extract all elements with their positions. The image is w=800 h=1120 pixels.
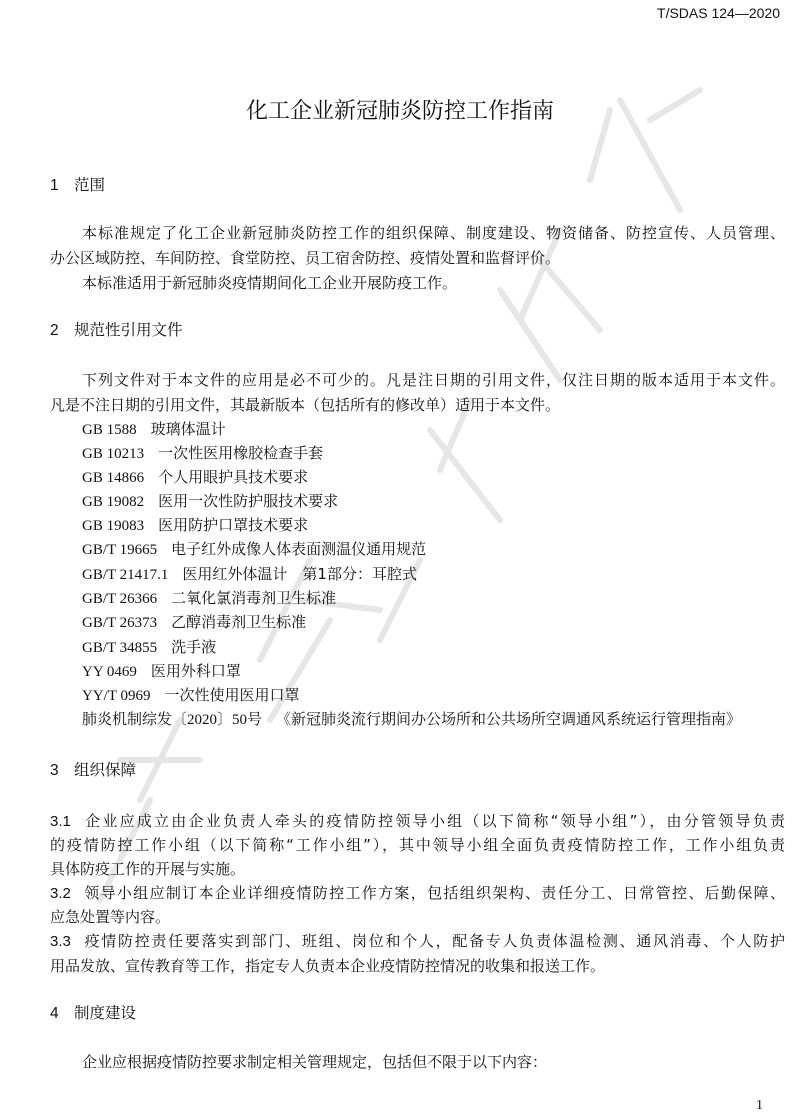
clause-line: 具体防疫工作的开展与实施。 [50, 860, 246, 878]
reference-item [82, 588, 336, 608]
standard-code: T/SDAS 124—2020 [657, 5, 780, 21]
reference-code: GB/T 26366 [82, 591, 158, 607]
section-number: 3 [50, 762, 59, 779]
paragraph-line: 企业应根据疫情防控要求制定相关管理规定，包括但不限于以下内容： [82, 1053, 548, 1071]
reference-name: 二氧化氯消毒剂卫生标准 [171, 589, 337, 607]
reference-code: YY 0469 [82, 664, 137, 680]
reference-code: GB 10213 [82, 446, 145, 462]
clause-line [50, 931, 785, 951]
reference-item [82, 515, 308, 535]
clause-line: 应急处置等内容。 [50, 908, 171, 926]
reference-item [82, 419, 226, 439]
reference-name: 医用防护口罩技术要求 [158, 516, 309, 534]
reference-item [82, 491, 338, 511]
section-title: 范围 [74, 177, 106, 194]
paragraph-line: 办公区域防控、车间防控、食堂防控、员工宿舍防控、疫情处置和监督评价。 [50, 249, 561, 267]
reference-code: YY/T 0969 [82, 688, 151, 704]
reference-item [82, 709, 741, 729]
reference-item [82, 612, 306, 632]
reference-name: 个人用眼护具技术要求 [158, 468, 309, 486]
reference-code: GB 14866 [82, 470, 145, 486]
reference-name: 《新冠肺炎流行期间办公场所和公共场所空调通风系统运行管理指南》 [276, 710, 742, 728]
paragraph-line: 本标准适用于新冠肺炎疫情期间化工企业开展防疫工作。 [82, 274, 458, 292]
reference-name: 电子红外成像人体表面测温仪通用规范 [171, 540, 427, 558]
reference-item [82, 661, 241, 681]
section-number: 4 [50, 1005, 59, 1022]
reference-name: 乙醇消毒剂卫生标准 [171, 613, 307, 631]
reference-name: 一次性使用医用口罩 [164, 686, 300, 704]
reference-code: GB 19082 [82, 494, 145, 510]
reference-name: 医用一次性防护服技术要求 [158, 492, 339, 510]
reference-code: GB 1588 [82, 422, 137, 438]
section-heading-3 [50, 761, 785, 781]
reference-code: GB/T 21417.1 [82, 567, 169, 583]
section-title: 组织保障 [74, 762, 137, 779]
clause-number: 3.3 [50, 933, 71, 950]
paragraph-line: 本标准规定了化工企业新冠肺炎防控工作的组织保障、制度建设、物资储备、防控宣传、人员管理、 [82, 224, 785, 242]
reference-item [82, 539, 426, 559]
section-title: 制度建设 [74, 1005, 137, 1022]
reference-item [82, 467, 308, 487]
section-heading-2 [50, 321, 785, 341]
section-number: 1 [50, 177, 59, 194]
reference-name: 医用外科口罩 [150, 662, 241, 680]
reference-code: GB 19083 [82, 518, 145, 534]
reference-code: GB/T 19665 [82, 542, 158, 558]
section-heading-1 [50, 176, 785, 196]
reference-name: 洗手液 [171, 638, 217, 656]
clause-text: 领导小组应制订本企业详细疫情防控工作方案，包括组织架构、责任分工、日常管控、后勤保障、 [82, 884, 785, 902]
clause-number: 3.2 [50, 885, 71, 902]
section-title: 规范性引用文件 [74, 322, 183, 339]
section-number: 2 [50, 322, 59, 339]
clause-line: 用品发放、宣传教育等工作，指定专人负责本企业疫情防控情况的收集和报送工作。 [50, 957, 606, 975]
reference-name: 一次性医用橡胶检查手套 [158, 444, 324, 462]
clause-line: 的疫情防控工作小组（以下简称“工作小组”），其中领导小组全面负责疫情防控工作，工作小组负责 [50, 836, 785, 854]
section-heading-4 [50, 1004, 785, 1024]
reference-item [82, 637, 216, 657]
reference-name: 医用红外体温计 第1部分：耳腔式 [182, 565, 417, 583]
reference-item [82, 685, 300, 705]
reference-item [82, 443, 323, 463]
paragraph-line: 凡是不注日期的引用文件，其最新版本（包括所有的修改单）适用于本文件。 [50, 396, 561, 414]
document-title: 化工企业新冠肺炎防控工作指南 [245, 99, 554, 124]
paragraph-line: 下列文件对于本文件的应用是必不可少的。凡是注日期的引用文件，仅注日期的版本适用于本文件。 [82, 371, 785, 389]
reference-code: GB/T 34855 [82, 640, 158, 656]
reference-item [82, 564, 417, 584]
clause-text: 疫情防控责任要落实到部门、班组、岗位和个人，配备专人负责体温检测、通风消毒、个人防护 [82, 932, 785, 950]
clause-number: 3.1 [50, 813, 71, 830]
reference-code: 肺炎机制综发〔2020〕50号 [82, 712, 263, 728]
clause-text: 企业应成立由企业负责人牵头的疫情防控领导小组（以下简称“领导小组”），由分管领导负责 [82, 812, 785, 830]
reference-code: GB/T 26373 [82, 615, 158, 631]
page-number: 1 [756, 1098, 763, 1113]
clause-line [50, 883, 785, 903]
reference-name: 玻璃体温计 [150, 420, 226, 438]
clause-line [50, 811, 785, 831]
